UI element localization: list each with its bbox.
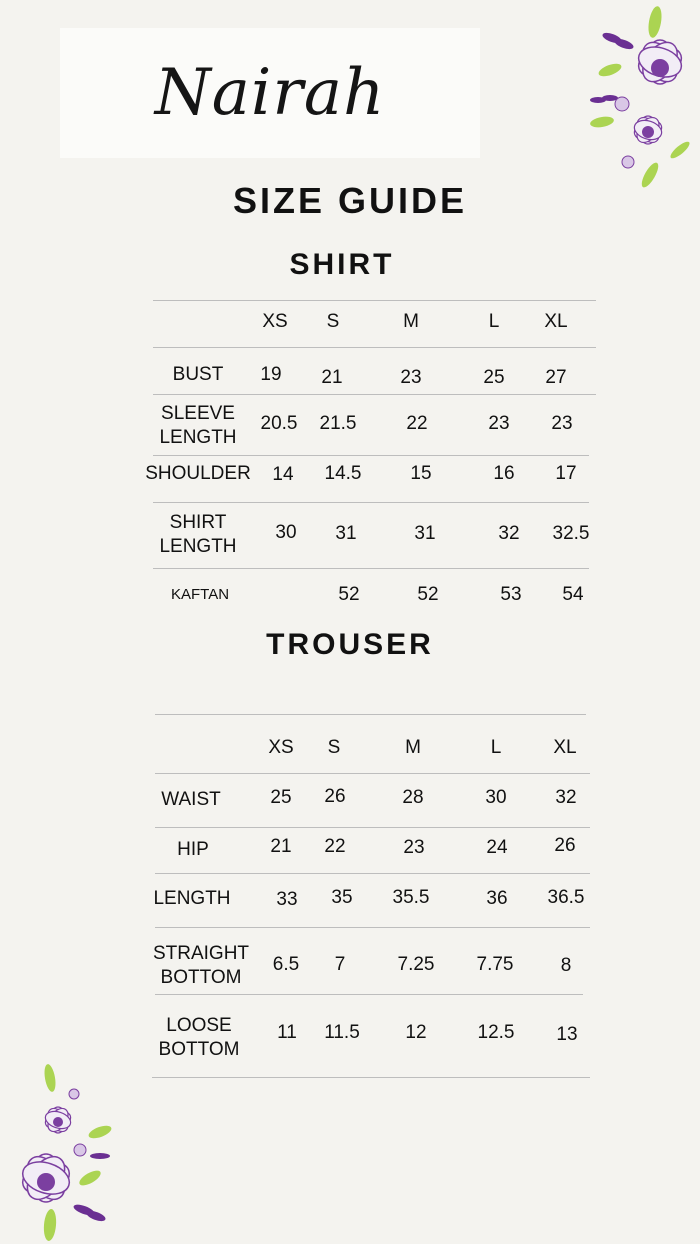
table-cell: 54 (562, 584, 584, 605)
table-cell: 11 (277, 1022, 297, 1043)
table-cell: 17 (555, 463, 577, 484)
table-divider (152, 1077, 590, 1078)
table-divider (155, 873, 590, 874)
row-label-waist: WAIST (161, 789, 221, 810)
table-cell: 32 (555, 787, 577, 808)
table-cell: 36.5 (547, 887, 585, 908)
row-label-bust: BUST (172, 364, 224, 385)
table-divider (153, 300, 596, 301)
table-cell: 32.5 (552, 523, 590, 544)
table-cell: 7.75 (476, 954, 514, 975)
table-cell: 22 (406, 413, 428, 434)
table-cell: 23 (403, 837, 425, 858)
table-cell: 21.5 (319, 413, 357, 434)
table-cell: 23 (400, 367, 422, 388)
size-header-m: M (405, 737, 421, 758)
table-divider (155, 927, 590, 928)
table-cell: 33 (276, 889, 298, 910)
table-cell: 15 (410, 463, 432, 484)
table-cell: 21 (270, 836, 292, 857)
table-cell: 23 (551, 413, 573, 434)
table-cell: 31 (414, 523, 436, 544)
table-cell: 14.5 (324, 463, 362, 484)
table-cell: 52 (338, 584, 360, 605)
table-cell: 19 (260, 364, 282, 385)
page-title: SIZE GUIDE (232, 180, 468, 221)
table-cell: 7 (334, 954, 346, 975)
row-label-kaftan: KAFTAN (170, 586, 230, 603)
row-label-shirt-length: SHIRT LENGTH (159, 512, 237, 557)
size-header-m: M (403, 311, 419, 332)
table-divider (155, 827, 590, 828)
table-cell: 53 (500, 584, 522, 605)
row-label-straight-bottom: STRAIGHT BOTTOM (152, 943, 250, 988)
table-cell: 11.5 (324, 1022, 360, 1043)
size-header-xs: XS (262, 311, 288, 332)
table-cell: 21 (321, 367, 343, 388)
table-cell: 12 (405, 1022, 427, 1043)
table-cell: 31 (335, 523, 357, 544)
table-cell: 32 (498, 523, 520, 544)
table-divider (153, 568, 589, 569)
row-label-sleeve-length: SLEEVE LENGTH (159, 403, 237, 448)
shirt-heading: SHIRT (289, 248, 395, 281)
table-cell: 26 (554, 835, 576, 856)
size-header-xl: XL (544, 311, 568, 332)
table-divider (155, 994, 583, 995)
row-label-loose-bottom: LOOSE BOTTOM (158, 1015, 240, 1060)
row-label-shoulder: SHOULDER (145, 463, 251, 484)
logo-box (60, 28, 480, 158)
table-divider (155, 714, 586, 715)
table-cell: 36 (486, 888, 508, 909)
table-cell: 20.5 (260, 413, 298, 434)
flower-icon (580, 0, 700, 200)
table-cell: 35.5 (392, 887, 430, 908)
table-cell: 14 (272, 464, 294, 485)
size-header-s: S (326, 311, 340, 332)
table-cell: 24 (486, 837, 508, 858)
table-divider (153, 502, 589, 503)
table-cell: 13 (556, 1024, 578, 1045)
size-header-s: S (327, 737, 341, 758)
trouser-heading: TROUSER (266, 628, 434, 661)
table-cell: 22 (324, 836, 346, 857)
size-header-l: L (490, 737, 502, 758)
table-cell: 23 (488, 413, 510, 434)
table-cell: 16 (493, 463, 515, 484)
table-cell: 25 (483, 367, 505, 388)
table-cell: 26 (324, 786, 346, 807)
table-cell: 27 (545, 367, 567, 388)
size-header-xl: XL (553, 737, 577, 758)
size-header-l: L (488, 311, 500, 332)
table-cell: 52 (417, 584, 439, 605)
flower-icon (0, 1060, 130, 1244)
row-label-length: LENGTH (153, 888, 231, 909)
size-header-xs: XS (268, 737, 294, 758)
table-divider (153, 347, 596, 348)
table-cell: 28 (402, 787, 424, 808)
table-cell: 35 (331, 887, 353, 908)
row-label-hip: HIP (177, 839, 209, 860)
brand-logo: Nairah (154, 56, 386, 130)
table-cell: 30 (485, 787, 507, 808)
table-divider (155, 773, 590, 774)
table-cell: 12.5 (477, 1022, 515, 1043)
table-divider (153, 455, 589, 456)
table-cell: 6.5 (272, 954, 300, 975)
table-cell: 30 (275, 522, 297, 543)
table-cell: 8 (560, 955, 572, 976)
table-cell: 7.25 (397, 954, 435, 975)
table-divider (153, 394, 596, 395)
table-cell: 25 (270, 787, 292, 808)
